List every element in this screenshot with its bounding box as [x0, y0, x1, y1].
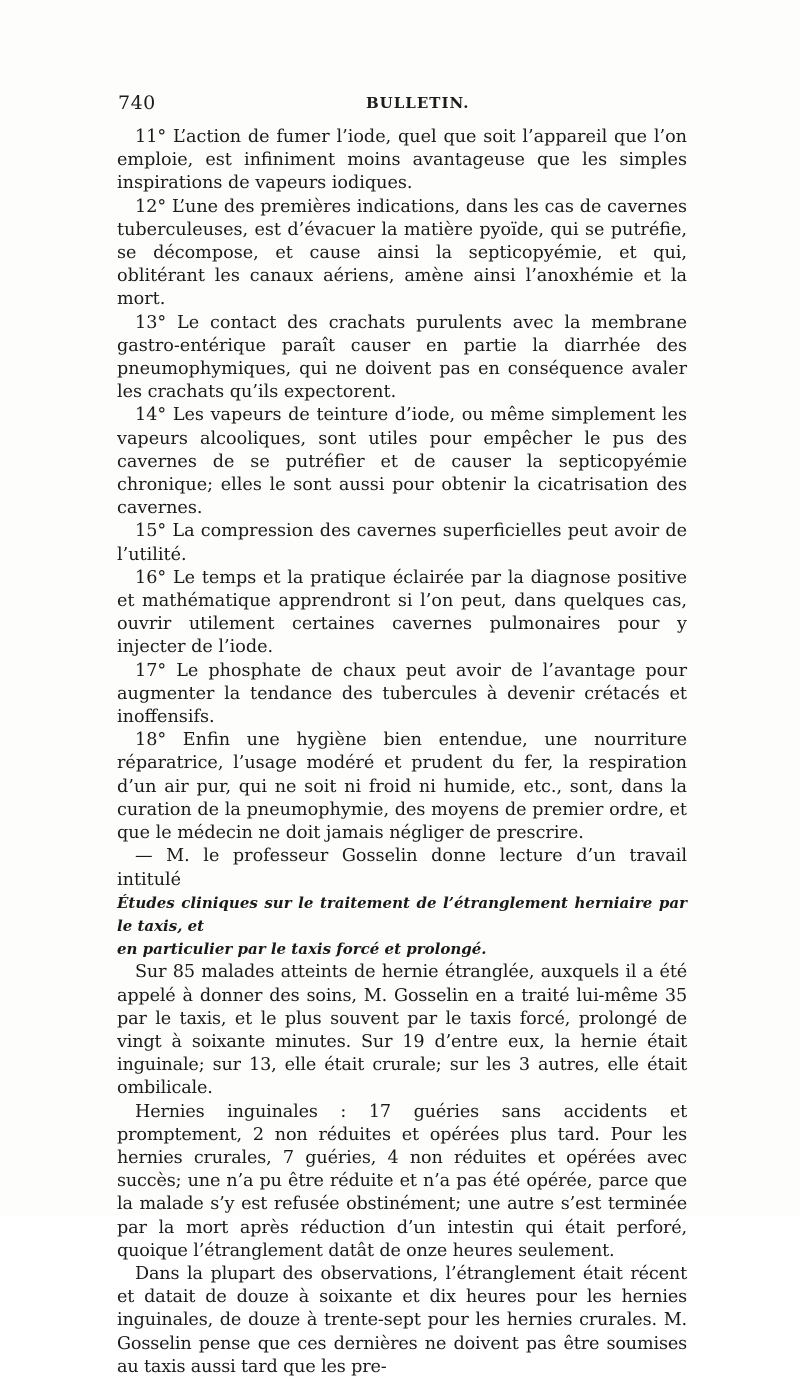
paragraph-15: 15° La compression des cavernes superficielles peut avoir de l’utilité.: [117, 521, 687, 565]
paragraph-18: 18° Enfin une hygiène bien entendue, une nourriture réparatrice, l’usage modéré et prudent du fer, la respiration d’un air pur, qui ne soit ni froid ni humide, etc., sont, dans la curation de la pneumophymie, des moyens de premier ordre, et que le médecin ne doit jamais négliger de prescrire.: [117, 730, 687, 844]
page-number: 740: [118, 92, 156, 114]
gosselin-paragraph-1: Sur 85 malades atteints de hernie étranglée, auxquels il a été appelé à donner des soins, M. Gosselin en a traité lui-même 35 par le taxis, et le plus souvent par le taxis forcé, prolongé de vingt à soixante minutes. Sur 19 d’entre eux, la hernie était inguinale; sur 13, elle était crurale; sur les 3 autres, elle était ombilicale.: [117, 962, 687, 1099]
paragraph-13: 13° Le contact des crachats purulents avec la membrane gastro-entérique paraît causer en partie la diarrhée des pneumophymiques, qui ne doivent pas en conséquence avaler les crachats qu’ils expectorent.: [117, 312, 687, 403]
gosselin-title-line-1: Études cliniques sur le traitement de l’étranglement herniaire par le taxis, et: [117, 893, 687, 935]
gosselin-intro: — M. le professeur Gosselin donne lecture d’un travail intitulé: [117, 846, 687, 890]
gosselin-title-line-2: en particulier par le taxis forcé et prolongé.: [117, 940, 487, 959]
paragraph-17: 17° Le phosphate de chaux peut avoir de l’avantage pour augmenter la tendance des tubercules à devenir crétacés et inoffensifs.: [117, 660, 687, 728]
gosselin-paragraph-2: Hernies inguinales : 17 guéries sans accidents et promptement, 2 non réduites et opérées plus tard. Pour les hernies crurales, 7 guéries, 4 non réduites et opérées avec succès; une n’a pu être réduite et n’a pas été opérée, parce que la malade s’y est refusée obstinément; une autre s’est terminée par la mort après réduction d’un intestin qui était perforé, quoique l’étranglement datât de onze heures seulement.: [117, 1101, 687, 1261]
paragraph-16: 16° Le temps et la pratique éclairée par la diagnose positive et mathématique apprendront si l’on peut, dans quelques cas, ouvrir utilement certaines cavernes pulmonaires pour y injecter de l’iode.: [117, 567, 687, 658]
page-header: [118, 92, 688, 116]
gosselin-paragraph-3: Dans la plupart des observations, l’étranglement était récent et datait de douze à soixante et dix heures pour les hernies inguinales, de douze à trente-sept pour les hernies crurales. M. Gosselin pense que ces dernières ne doivent pas être soumises au taxis aussi tard que les pre-: [117, 1263, 687, 1377]
body-text: [117, 126, 687, 1379]
running-head: BULLETIN.: [366, 94, 470, 112]
paragraph-14: 14° Les vapeurs de teinture d’iode, ou même simplement les vapeurs alcooliques, sont utiles pour empêcher le pus des cavernes de se putréfier et de causer la septicopyémie chronique; elles le sont aussi pour obtenir la cicatrisation des cavernes.: [117, 405, 687, 519]
paragraph-12: 12° L’une des premières indications, dans les cas de cavernes tuberculeuses, est d’évacuer la matière pyoïde, qui se putréfie, se décompose, et cause ainsi la septicopyémie, et qui, oblitérant les canaux aériens, amène ainsi l’anoxhémie et la mort.: [117, 196, 687, 310]
paragraph-11: 11° L’action de fumer l’iode, quel que soit l’appareil que l’on emploie, est infiniment moins avantageuse que les simples inspirations de vapeurs iodiques.: [117, 127, 687, 194]
